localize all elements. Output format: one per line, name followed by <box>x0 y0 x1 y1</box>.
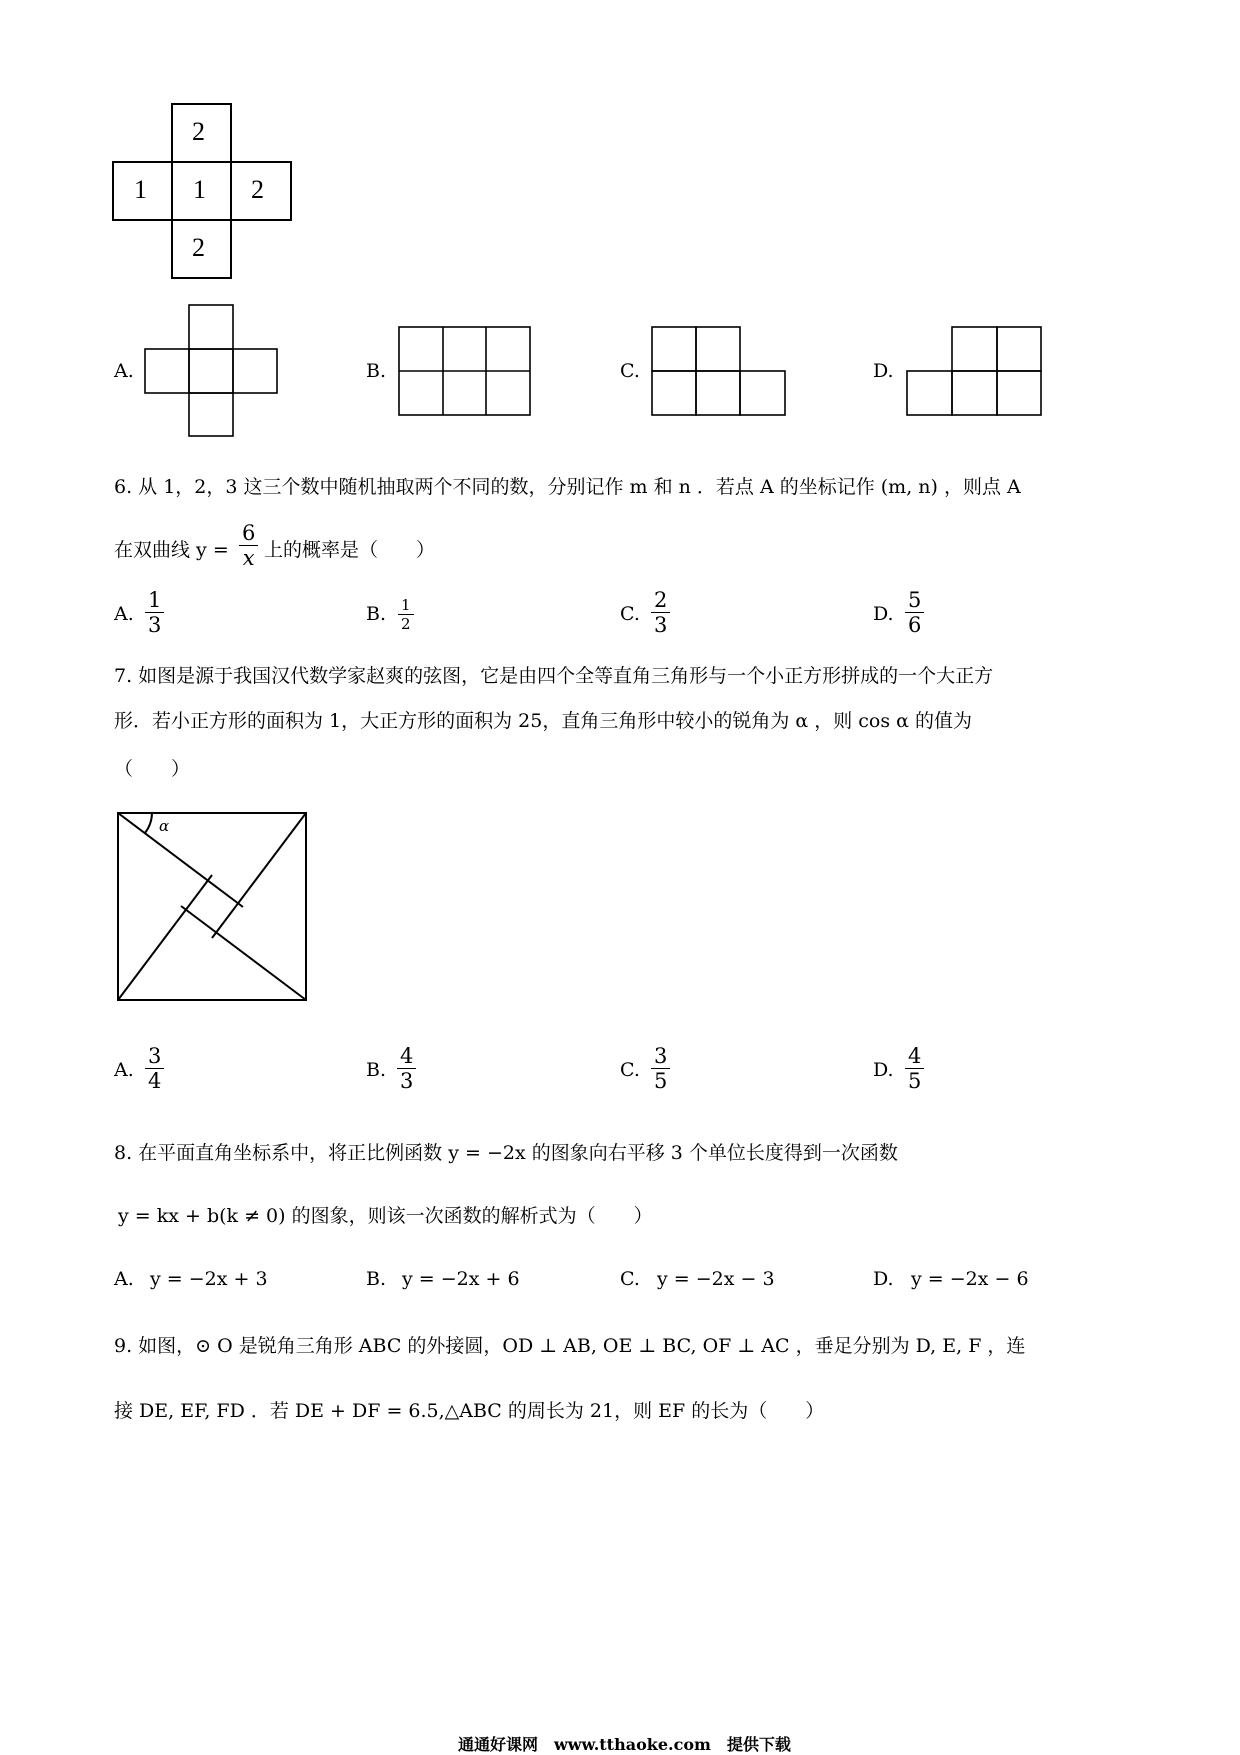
q8-line2: y = kx + b(k ≠ 0) 的图象，则该一次函数的解析式为（ ） <box>118 1205 653 1227</box>
fraction-numerator: 1 <box>145 588 164 613</box>
net-cell-bottom: 2 <box>192 233 205 262</box>
fraction-numerator: 6 <box>239 521 258 546</box>
fraction-numerator: 3 <box>145 1044 164 1069</box>
q6-line2-post: 上的概率是（ ） <box>264 539 436 561</box>
fraction-denominator: x <box>242 546 255 570</box>
q6-line2-pre: 在双曲线 y = <box>114 539 229 561</box>
fraction-denominator: 3 <box>400 1069 414 1093</box>
q5-option-a-label: A. <box>114 360 134 382</box>
q7-option-d-label: D. <box>873 1059 894 1081</box>
q6-option-a-label: A. <box>114 603 134 625</box>
q7-option-b-fraction <box>397 1044 416 1093</box>
fraction-denominator: 5 <box>654 1069 668 1093</box>
q7-line2: 形．若小正方形的面积为 1，大正方形的面积为 25，直角三角形中较小的锐角为 α ，则 cos α 的值为 <box>114 710 973 732</box>
q6-option-d-label: D. <box>873 603 894 625</box>
net-cell-left: 1 <box>134 175 147 204</box>
q7-line1: 7. 如图是源于我国汉代数学家赵爽的弦图，它是由四个全等直角三角形与一个小正方形拼成的一个大正方 <box>114 665 994 687</box>
q7-option-a-label: A. <box>114 1059 134 1081</box>
q5-option-b-label: B. <box>366 360 387 382</box>
q8-option-c-expr: y = −2x − 3 <box>657 1268 775 1290</box>
q7-option-a-fraction <box>145 1044 164 1093</box>
q9-line1: 9. 如图，⊙ O 是锐角三角形 ABC 的外接圆，OD ⊥ AB, OE ⊥ BC, OF ⊥ AC ，垂足分别为 D, E, F ，连 <box>114 1335 1026 1357</box>
fraction-denominator: 5 <box>908 1069 922 1093</box>
q6-option-c-label: C. <box>620 603 640 625</box>
q5-option-d-label: D. <box>873 360 894 382</box>
q9-line2: 接 DE, EF, FD ．若 DE + DF = 6.5,△ABC 的周长为 21，则 EF 的长为（ ） <box>114 1400 825 1422</box>
q8-option-a-label: A. <box>114 1268 134 1290</box>
fraction-denominator: 6 <box>908 613 922 637</box>
fraction-numerator: 1 <box>398 596 414 615</box>
fraction-numerator: 4 <box>905 1044 924 1069</box>
fraction-denominator: 2 <box>401 615 411 633</box>
fraction-numerator: 2 <box>651 588 670 613</box>
fraction-numerator: 3 <box>651 1044 670 1069</box>
fraction-denominator: 3 <box>148 613 162 637</box>
fraction-numerator: 4 <box>397 1044 416 1069</box>
q8-option-a-expr: y = −2x + 3 <box>150 1268 268 1290</box>
net-cell-top: 2 <box>192 117 205 146</box>
q7-option-c-fraction <box>651 1044 670 1093</box>
net-cell-right: 2 <box>251 175 264 204</box>
q7-option-c-label: C. <box>620 1059 640 1081</box>
q7-line3: （ ） <box>114 758 191 780</box>
q8-option-b-expr: y = −2x + 6 <box>402 1268 520 1290</box>
fraction-numerator: 5 <box>905 588 924 613</box>
q5-option-c-label: C. <box>620 360 640 382</box>
fraction-denominator: 3 <box>654 613 668 637</box>
q8-option-c-label: C. <box>620 1268 640 1290</box>
q6-line1: 6. 从 1，2，3 这三个数中随机抽取两个不同的数，分别记作 m 和 n ．若点 A 的坐标记作 (m, n) ，则点 A <box>114 476 1021 498</box>
net-cell-center: 1 <box>193 175 206 204</box>
q8-option-d-expr: y = −2x − 6 <box>911 1268 1029 1290</box>
q7-option-d-fraction <box>905 1044 924 1093</box>
fraction-denominator: 4 <box>148 1069 162 1093</box>
q8-option-b-label: B. <box>366 1268 387 1290</box>
q7-option-b-label: B. <box>366 1059 387 1081</box>
angle-alpha-label: α <box>159 817 170 835</box>
q8-line1: 8. 在平面直角坐标系中，将正比例函数 y = −2x 的图象向右平移 3 个单位长度得到一次函数 <box>114 1142 898 1164</box>
q8-option-d-label: D. <box>873 1268 894 1290</box>
page-footer: 通通好课网 www.tthaoke.com 提供下载 <box>458 1735 791 1754</box>
q6-option-b-label: B. <box>366 603 387 625</box>
